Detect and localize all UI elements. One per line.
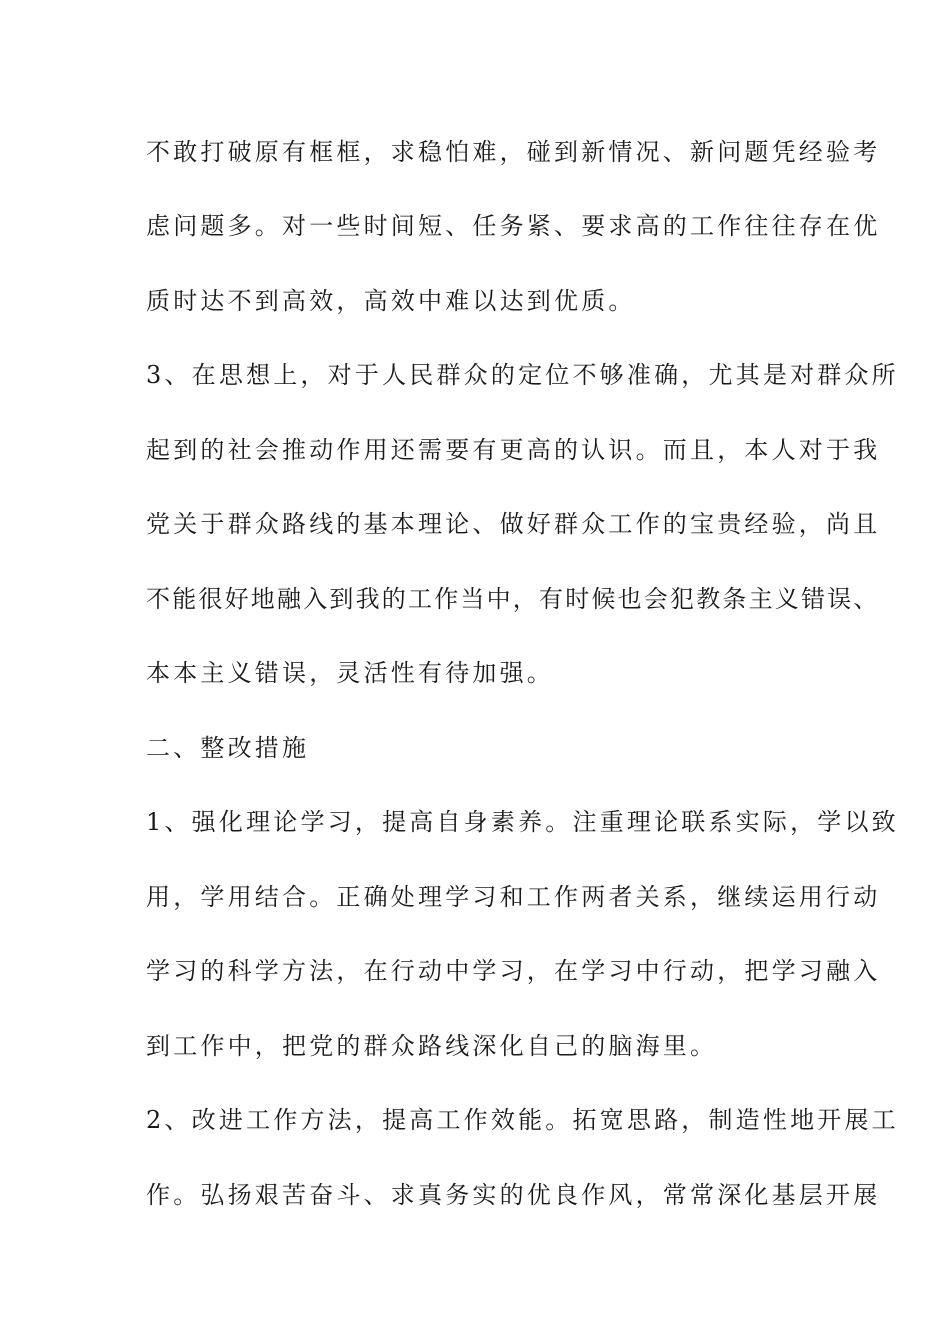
text-line: 作。弘扬艰苦奋斗、求真务实的优良作风，常常深化基层开展 bbox=[146, 1181, 881, 1209]
text-line: 质时达不到高效，高效中难以达到优质。 bbox=[146, 287, 636, 315]
text-line: 本本主义错误，灵活性有待加强。 bbox=[146, 659, 554, 687]
text-line: 不敢打破原有框框，求稳怕难，碰到新情况、新问题凭经验考 bbox=[146, 138, 881, 166]
section-heading: 二、整改措施 bbox=[146, 734, 310, 762]
text-line: 到工作中，把党的群众路线深化自己的脑海里。 bbox=[146, 1032, 718, 1060]
text-line: 3、在思想上，对于人民群众的定位不够准确，尤其是对群众所 bbox=[146, 361, 899, 389]
text-line: 用，学用结合。正确处理学习和工作两者关系，继续运用行动 bbox=[146, 883, 881, 911]
text-line: 起到的社会推动作用还需要有更高的认识。而且，本人对于我 bbox=[146, 436, 881, 464]
text-line: 2、改进工作方法，提高工作效能。拓宽思路，制造性地开展工 bbox=[146, 1106, 899, 1134]
text-line: 党关于群众路线的基本理论、做好群众工作的宝贵经验，尚且 bbox=[146, 510, 881, 538]
text-line: 虑问题多。对一些时间短、任务紧、要求高的工作往往存在优 bbox=[146, 212, 881, 240]
text-line: 1、强化理论学习，提高自身素养。注重理论联系实际，学以致 bbox=[146, 808, 899, 836]
text-line: 不能很好地融入到我的工作当中，有时候也会犯教条主义错误、 bbox=[146, 585, 880, 613]
text-line: 学习的科学方法，在行动中学习，在学习中行动，把学习融入 bbox=[146, 957, 881, 985]
